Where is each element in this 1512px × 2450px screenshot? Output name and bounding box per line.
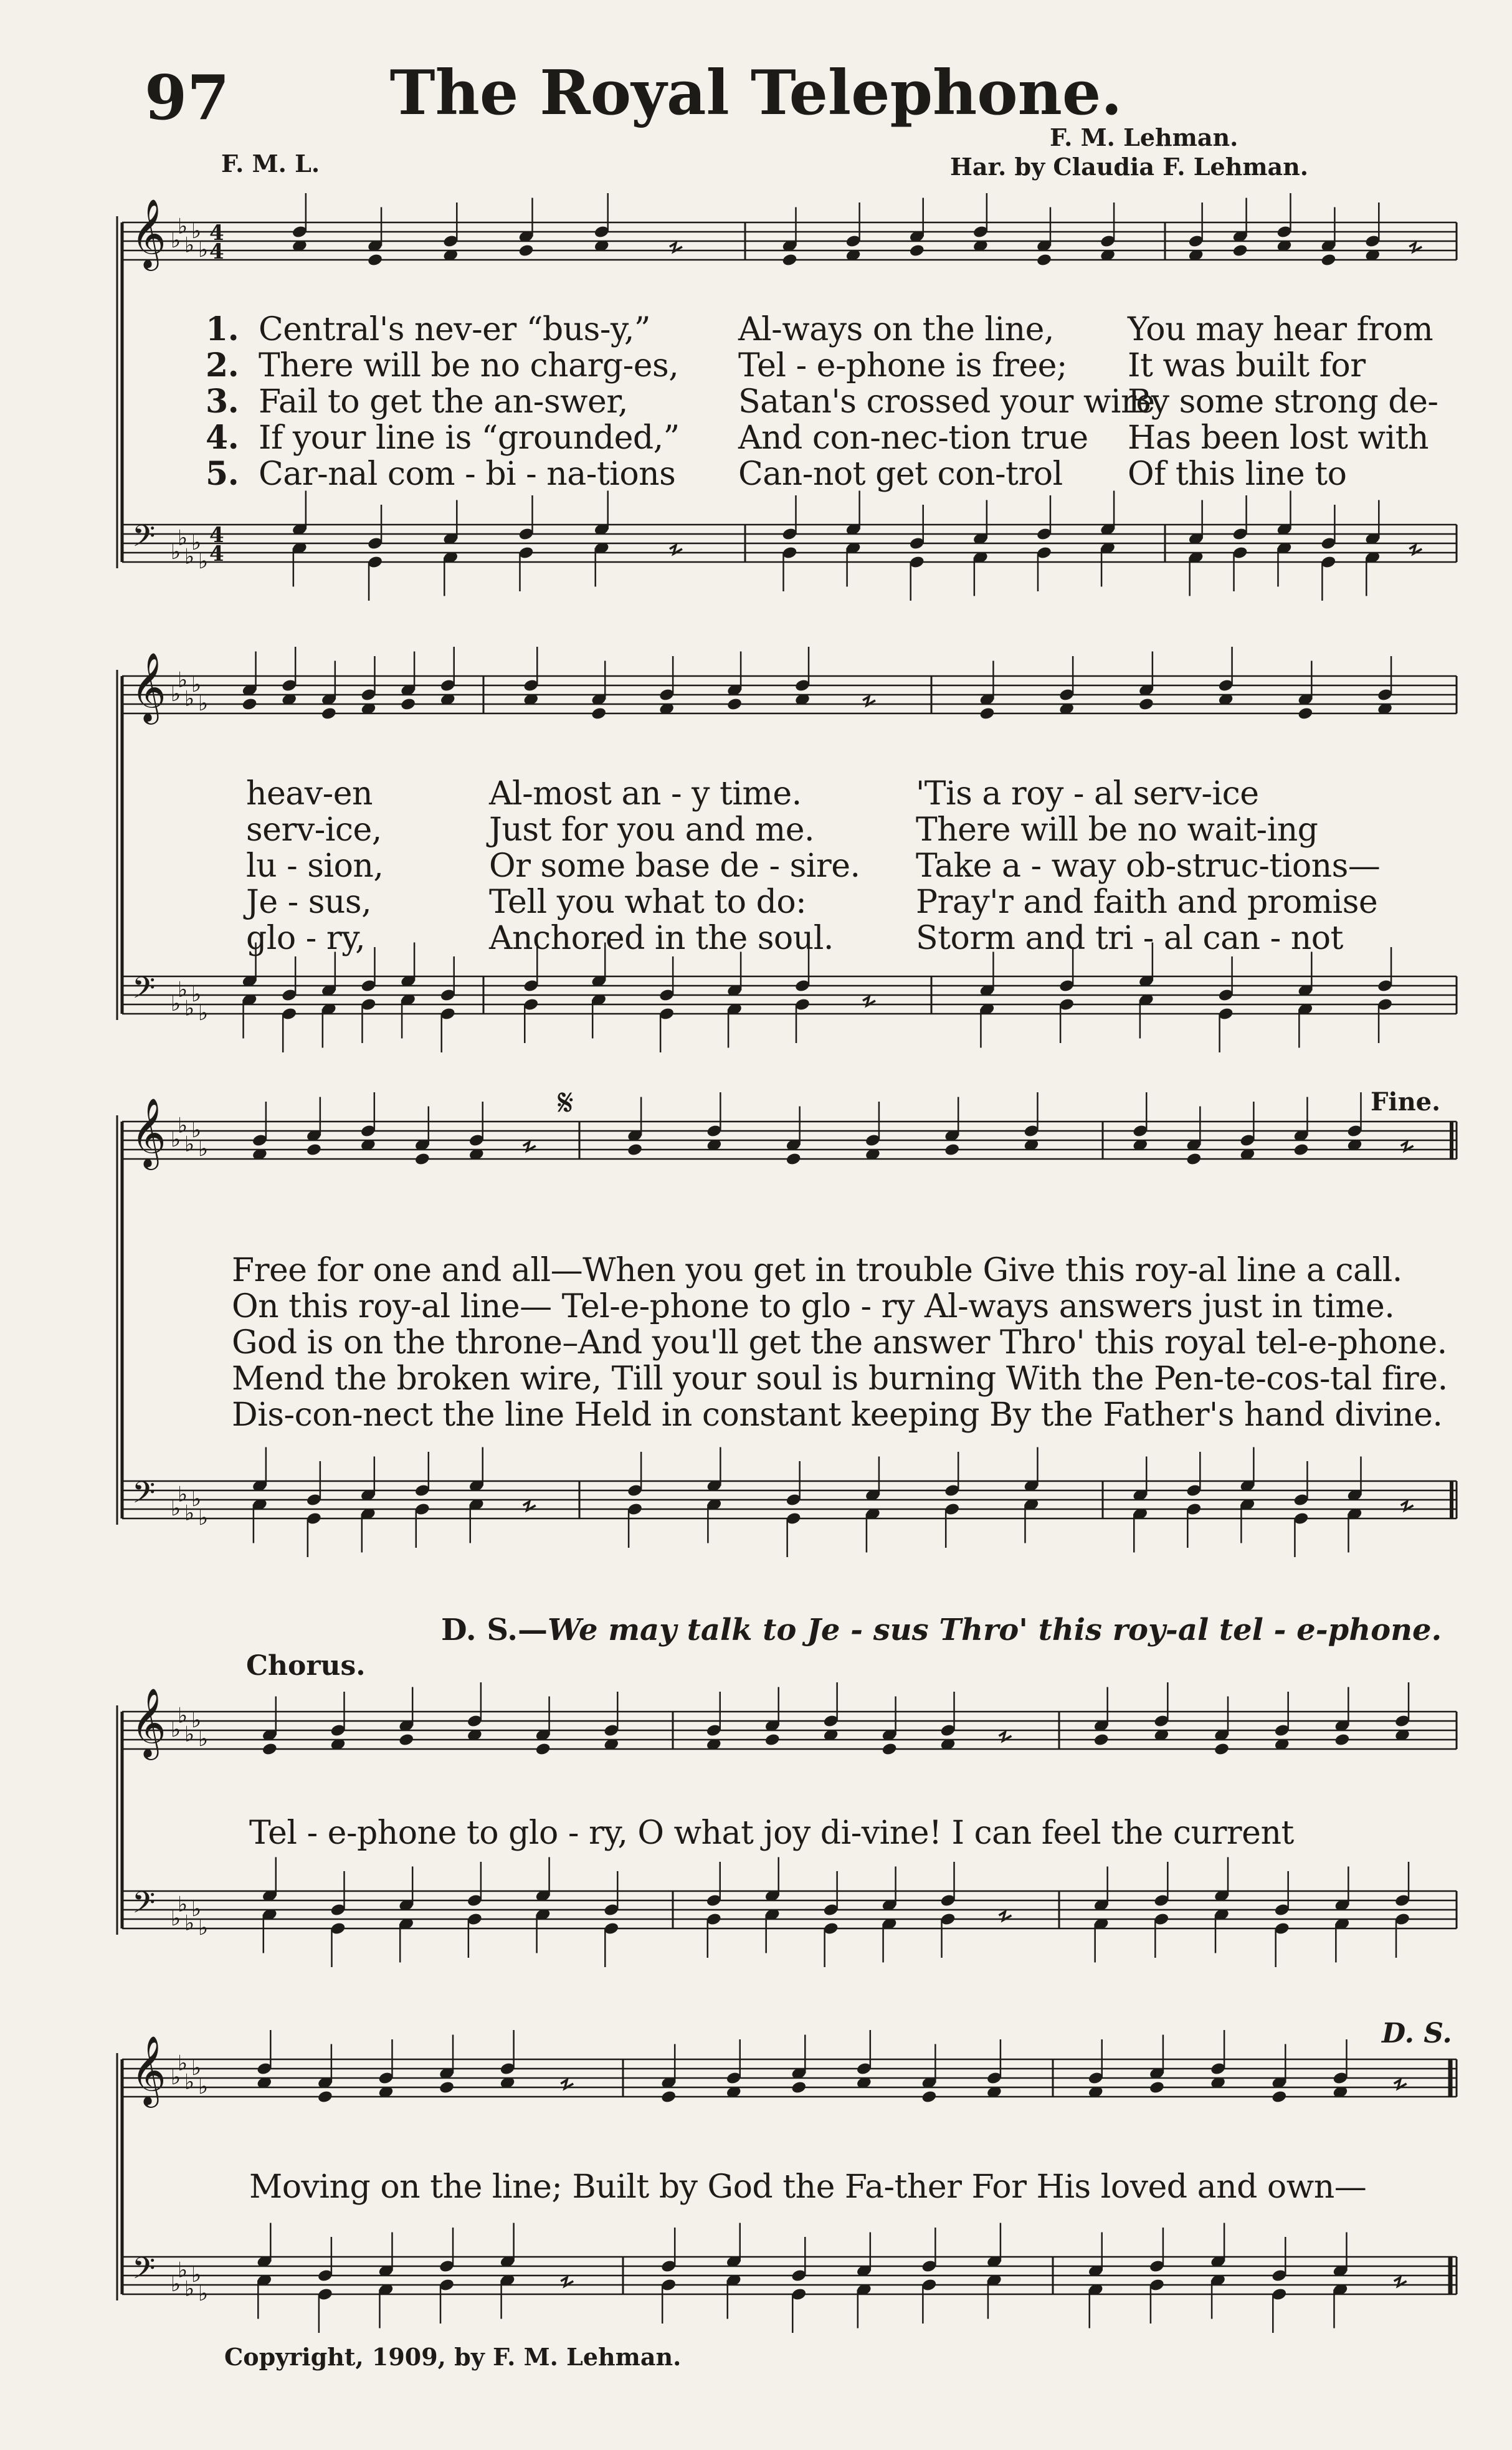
lyric-line: glo - ry, [246,920,366,957]
flat-sign: ♭ [171,2065,181,2090]
flat-sign: ♭ [198,237,209,262]
lyric-line: Satan's crossed your wire [738,383,1155,421]
flat-sign: ♭ [184,232,195,258]
flat-sign: ♭ [178,525,188,551]
lyric-line: Je - sus, [246,884,372,921]
bass-clef: 𝄢 [132,1885,156,1927]
flat-sign: ♭ [198,691,209,716]
flat-sign: ♭ [198,1915,209,1940]
system2-lyrics-col2 [489,776,860,956]
lyric-line: God is on the throne–And you'll get the answer Thro' this royal tel-e-phone. [232,1324,1447,1361]
lyric-line: Anchored in the soul. [489,920,834,957]
note-head [518,244,534,258]
note-head [1214,1742,1230,1756]
flat-sign: ♭ [184,1500,195,1526]
lyric-line: lu - sion, [246,847,384,885]
flat-sign: ♭ [171,1717,181,1742]
time-signature: 4 [209,523,224,548]
note-head [909,244,925,258]
hymn-number: 97 [145,62,230,134]
lyric-line: By some strong de- [1128,383,1438,421]
lyric-line: Can-not get con-trol [738,455,1063,493]
chorus-label: Chorus. [246,1650,366,1682]
lyric-line: You may hear from [1128,311,1434,348]
flat-sign: ♭ [184,1722,195,1747]
note-head [921,2090,937,2104]
copyright: Copyright, 1909, by F. M. Lehman. [224,2343,682,2371]
flat-sign: ♭ [191,1118,202,1143]
flat-sign: ♭ [178,1892,188,1917]
flat-sign: ♭ [198,1001,209,1026]
lyric-line: Al-most an - y time. [489,775,802,813]
lyric-line: There will be no wait-ing [916,811,1318,849]
author-initials: F. M. L. [221,150,320,178]
note-head [535,1742,551,1756]
note-head [944,1143,960,1157]
lyric-line: serv-ice, [246,811,382,849]
note-head [262,1742,278,1756]
lyric-line: 'Tis a roy - al serv-ice [916,775,1259,813]
system1-lyrics-col1 [259,312,680,492]
note-head [786,1152,802,1166]
lyric-line: Dis-con-nect the line Held in constant keeping By the Father's hand divine. [232,1396,1443,1434]
treble-clef: 𝄞 [131,652,166,722]
flat-sign: ♭ [184,996,195,1021]
note-head [1293,1143,1309,1157]
flat-sign: ♭ [198,1137,209,1161]
lyric-line: Al-ways on the line, [738,311,1054,348]
lyric-line: Pray'r and faith and promise [916,884,1378,921]
lyric-line: On this roy-al line— Tel-e-phone to glo - ry Al-ways answers just in time. [232,1288,1395,1325]
note-head [1297,707,1313,721]
bass-clef: 𝄢 [132,1475,156,1517]
lyric-line: And con-nec-tion true [738,419,1088,457]
note-head [321,707,337,721]
flat-sign: ♭ [184,1132,195,1157]
lyric-line: Tell you what to do: [489,884,807,921]
note-head [781,253,797,267]
flat-sign: ♭ [178,977,188,1003]
fine-marking: Fine. [1371,1087,1441,1117]
flat-sign: ♭ [178,214,188,239]
flat-sign: ♭ [178,667,188,693]
note-head [306,1143,322,1157]
note-head [1149,2081,1165,2095]
harmony-credit: Har. by Claudia F. Lehman. [950,153,1309,181]
ds-label: D. S.— [441,1613,548,1647]
lyric-line: Free for one and all—When you get in trouble Give this roy-al line a call. [232,1252,1402,1289]
verse-numbers: 1. 2. 3. 4. 5. [206,310,239,493]
flat-sign: ♭ [191,982,202,1007]
note-head [398,1733,414,1747]
flat-sign: ♭ [198,2281,209,2306]
lyric-line: There will be no charg-es, [259,347,679,384]
segno-icon: 𝄋 [558,1081,574,1125]
note-head [979,707,995,721]
note-head [400,697,416,712]
treble-clef: 𝄞 [131,198,166,268]
composer-credit: F. M. Lehman. [1050,123,1239,151]
lyric-line: If your line is “grounded,” [259,419,680,457]
flat-sign: ♭ [191,1708,202,1733]
note-head [1271,2090,1287,2104]
bass-clef: 𝄢 [132,518,156,561]
note-head [1186,1152,1202,1166]
flat-sign: ♭ [171,540,181,565]
flat-sign: ♭ [191,219,202,244]
note-head [1093,1733,1110,1747]
flat-sign: ♭ [191,2262,202,2287]
note-head [882,1742,898,1756]
lyric-line: Has been lost with [1128,419,1429,457]
flat-sign: ♭ [178,2257,188,2283]
flat-sign: ♭ [171,1127,181,1152]
note-head [317,2090,333,2104]
note-head [791,2081,807,2095]
ds-text: We may talk to Je - sus Thro' this roy-al tel - e-phone. [548,1613,1442,1647]
system2-lyrics-col3 [916,776,1380,956]
note-head [764,1733,781,1747]
flat-sign: ♭ [171,991,181,1016]
flat-sign: ♭ [198,549,209,574]
note-head [367,253,383,267]
lyric-line: Fail to get the an-swer, [259,383,628,421]
system1-lyrics-col3 [1128,312,1438,492]
flat-sign: ♭ [184,686,195,712]
flat-sign: ♭ [178,1703,188,1728]
chorus-lyrics-1: Tel - e-phone to glo - ry, O what joy di-vine! I can feel the current [249,1814,1294,1852]
time-signature: 4 [209,239,224,264]
time-signature: 4 [209,221,224,245]
flat-sign: ♭ [178,1482,188,1507]
lyric-line: It was built for [1128,347,1366,384]
flat-sign: ♭ [171,228,181,253]
flat-sign: ♭ [171,682,181,707]
flat-sign: ♭ [198,1727,209,1752]
lyric-line: Take a - way ob-struc-tions— [916,847,1381,885]
flat-sign: ♭ [191,2056,202,2081]
flat-sign: ♭ [171,2272,181,2297]
note-head [1334,1733,1350,1747]
lyric-line: Central's nev-er “bus-y,” [259,311,651,348]
lyric-line: heav-en [246,775,373,813]
treble-clef: 𝄞 [131,1097,166,1167]
hymn-title: The Royal Telephone. [389,57,1123,129]
lyric-line: Of this line to [1128,455,1347,493]
time-signature: 4 [209,541,224,566]
note-head [1232,244,1248,258]
note-head [241,697,257,712]
ds-mark: D. S. [1382,2018,1452,2049]
note-head [1036,253,1052,267]
flat-sign: ♭ [191,530,202,555]
lyric-line: Tel - e-phone is free; [738,347,1067,384]
note-head [414,1152,430,1166]
flat-sign: ♭ [171,1496,181,1521]
flat-sign: ♭ [178,2051,188,2076]
flat-sign: ♭ [178,1113,188,1138]
bass-clef: 𝄢 [132,2251,156,2293]
lyric-line: Storm and tri - al can - not [916,920,1343,957]
ds-instruction [441,1613,1442,1647]
bass-clef: 𝄢 [132,970,156,1013]
note-head [627,1143,643,1157]
flat-sign: ♭ [184,2276,195,2302]
flat-sign: ♭ [184,544,195,570]
flat-sign: ♭ [191,1487,202,1512]
system2-lyrics-col1 [246,776,383,956]
note-head [1320,253,1336,267]
note-head [439,2081,455,2095]
flat-sign: ♭ [191,672,202,697]
note-head [591,707,607,721]
note-head [660,2090,677,2104]
chorus-lyrics-2: Moving on the line; Built by God the Fa-ther For His loved and own— [249,2168,1367,2206]
lyric-line: Just for you and me. [489,811,815,849]
lyric-line: Or some base de - sire. [489,847,860,885]
system1-lyrics-col2 [738,312,1155,492]
flat-sign: ♭ [191,1897,202,1922]
flat-sign: ♭ [184,2069,195,2095]
flat-sign: ♭ [184,1910,195,1936]
flat-sign: ♭ [171,1906,181,1931]
note-head [726,697,743,712]
lyric-line: Mend the broken wire, Till your soul is burning With the Pen-te-cos-tal fire. [232,1360,1448,1398]
flat-sign: ♭ [198,1505,209,1530]
system3-lyrics [232,1252,1448,1433]
lyric-line: Car-nal com - bi - na-tions [259,455,676,493]
note-head [1138,697,1154,712]
flat-sign: ♭ [198,2074,209,2099]
treble-clef: 𝄞 [131,1687,166,1757]
treble-clef: 𝄞 [131,2035,166,2105]
